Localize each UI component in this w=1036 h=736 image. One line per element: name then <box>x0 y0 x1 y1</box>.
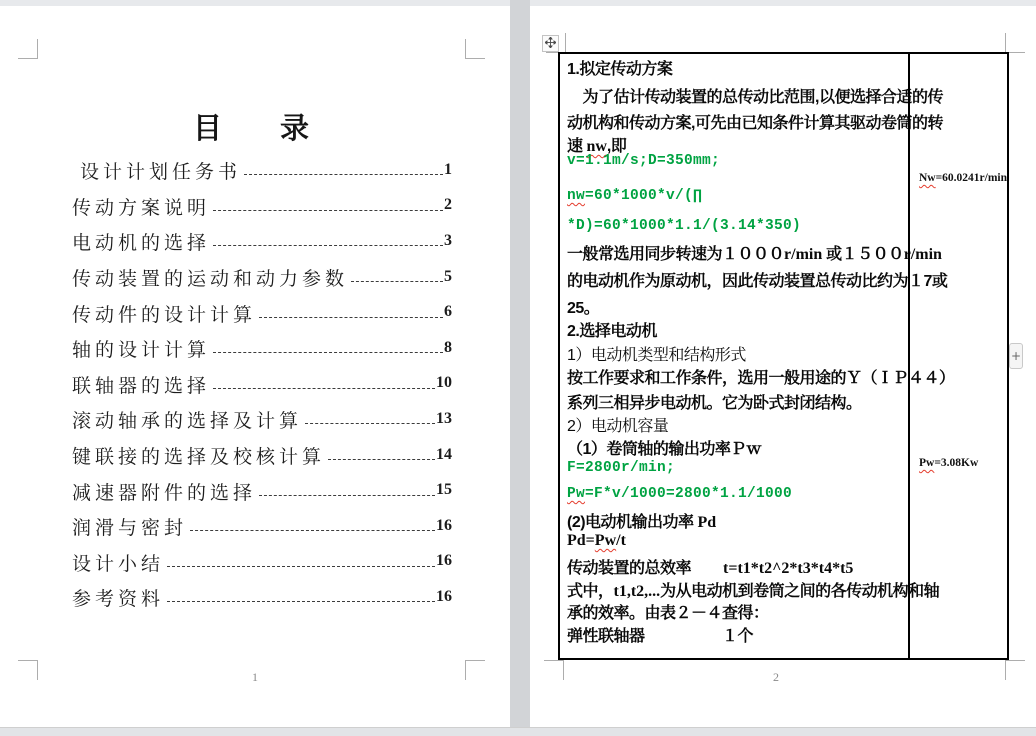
toc-title: 目 录 <box>192 113 324 145</box>
text-segment: 按工作要求和工作条件，选用一般用途的Ｙ（ＩＰ４４） <box>567 370 955 387</box>
toc-item-page: 16 <box>436 552 452 570</box>
document-table <box>558 52 1009 660</box>
toc-dot-leader <box>213 338 443 353</box>
toc-item-label: 减速器附件的选择 <box>72 482 257 504</box>
margin-mark-top-right <box>465 39 485 59</box>
table-move-handle[interactable] <box>542 35 559 52</box>
toc-item-label: 参考资料 <box>72 589 165 611</box>
text-segment: Pd <box>697 514 717 531</box>
margin-mark-top-left <box>18 39 38 59</box>
text-segment: =F*v/1000=2800*1.1/1000 <box>585 486 793 502</box>
doc-line <box>567 578 939 601</box>
toc-dot-leader <box>213 374 435 389</box>
doc-line <box>567 295 599 318</box>
margin-note <box>919 172 1007 184</box>
toc-item-page: 14 <box>436 445 452 463</box>
toc-item-page: 3 <box>444 231 452 249</box>
toc-dot-leader <box>328 445 435 460</box>
toc-item[interactable] <box>72 580 452 616</box>
margin-mark-bottom-right <box>1005 660 1025 680</box>
text-segment: 或１５００ <box>822 246 904 263</box>
spellcheck-flagged-text: Pw <box>567 486 586 502</box>
toc-item-label: 轴的设计计算 <box>72 340 211 362</box>
page-gap <box>510 0 530 736</box>
toc-dot-leader <box>190 516 435 531</box>
toc-item[interactable] <box>72 189 452 225</box>
toc-dot-leader <box>167 587 435 602</box>
toc-item-page: 16 <box>436 516 452 534</box>
text-segment: t1,t2,... <box>613 583 661 600</box>
text-segment: 承的效率。由表２－４查得： <box>567 605 769 622</box>
toc-item-label: 滚动轴承的选择及计算 <box>72 411 303 433</box>
text-segment: F=2800r/min; <box>567 460 676 476</box>
text-segment: 1）电动机类型和结构形式 <box>567 347 746 364</box>
toc-dot-leader <box>259 303 443 318</box>
doc-line <box>567 84 943 107</box>
toc-item-label: 键联接的选择及校核计算 <box>72 447 326 469</box>
text-segment: 2）电动机容量 <box>567 418 669 435</box>
toc-dot-leader <box>213 196 443 211</box>
toc-item-page: 13 <box>436 409 452 427</box>
table-notes-cell[interactable] <box>908 54 1011 658</box>
toc-dot-leader <box>167 552 435 567</box>
page-2 <box>530 6 1036 727</box>
toc-list <box>72 153 452 616</box>
plus-icon: + <box>1010 349 1022 363</box>
toc-item[interactable] <box>72 367 452 403</box>
toc-dot-leader <box>213 231 443 246</box>
text-segment: 动机构和传动方案,可先由已知条件计算其驱动卷筒的转 <box>567 115 943 132</box>
margin-note <box>919 457 978 469</box>
toc-dot-leader <box>259 481 435 496</box>
doc-line <box>567 56 672 79</box>
text-segment: 2.选择电动机 <box>567 323 657 340</box>
toc-item[interactable] <box>72 438 452 474</box>
doc-line <box>567 365 955 388</box>
text-segment: /t <box>616 532 626 549</box>
margin-mark-bottom-left <box>544 660 564 680</box>
toc-item-page: 1 <box>444 160 452 178</box>
toc-item-label: 联轴器的选择 <box>72 375 211 397</box>
toc-item-page: 6 <box>444 303 452 321</box>
text-segment: *D)=60*1000*1.1/(3.14*350) <box>567 218 802 234</box>
toc-item-page: 10 <box>436 374 452 392</box>
text-segment: 速 <box>567 138 587 155</box>
toc-item-page: 15 <box>436 481 452 499</box>
toc-item[interactable] <box>72 260 452 296</box>
doc-line <box>567 532 626 550</box>
text-segment: =60*1000*v/(∏ <box>585 188 703 204</box>
doc-line <box>567 218 801 234</box>
text-segment: (2)电动机输出功率 <box>567 514 698 531</box>
doc-line <box>567 436 761 459</box>
text-segment: t=t1*t2^2*t3*t4*t5 <box>691 560 854 577</box>
doc-line <box>567 509 716 532</box>
doc-line <box>567 268 947 291</box>
toc-item-label: 传动方案说明 <box>72 197 211 219</box>
text-segment: =3.08Kw <box>934 457 979 469</box>
toc-item-label: 设计小结 <box>72 553 165 575</box>
text-segment: 一般常选用同步转速为１０００ <box>567 246 785 263</box>
toc-item-label: 设计计划任务书 <box>80 162 242 184</box>
toc-item[interactable] <box>72 473 452 509</box>
text-segment: 为从电动机到卷筒之间的各传动机构和轴 <box>660 583 940 600</box>
toc-item-label: 电动机的选择 <box>72 233 211 255</box>
margin-mark-top-right <box>1005 33 1025 53</box>
margin-mark-bottom-right <box>465 660 485 680</box>
toc-item-page: 5 <box>444 267 452 285</box>
toc-dot-leader <box>244 160 443 175</box>
toc-item[interactable] <box>72 295 452 331</box>
doc-line <box>567 342 746 365</box>
text-segment: 1.拟定传动方案 <box>567 61 673 78</box>
toc-item-page: 16 <box>436 587 452 605</box>
toc-item-label: 传动件的设计计算 <box>72 304 257 326</box>
page-1 <box>0 6 510 727</box>
toc-item[interactable] <box>72 509 452 545</box>
text-segment: （1）卷筒轴的输出功率Ｐｗ <box>567 441 762 458</box>
doc-line <box>567 486 792 502</box>
text-segment: v=1.1m/s;D=350mm; <box>567 153 721 169</box>
doc-line <box>567 600 769 623</box>
doc-line <box>567 241 942 264</box>
doc-line <box>567 460 675 476</box>
text-segment: r/min <box>903 246 942 263</box>
expand-panel-button[interactable] <box>1009 343 1023 369</box>
text-segment: 式中， <box>567 583 614 600</box>
text-segment: 的电动机作为原动机，因此传动装置总传动比约为１7或 <box>567 273 948 290</box>
toc-item-page: 8 <box>444 338 452 356</box>
text-segment: 传动装置的总效率 <box>567 560 692 577</box>
doc-line <box>567 413 668 436</box>
toc-dot-leader <box>351 267 443 282</box>
toc-item[interactable] <box>72 402 452 438</box>
text-segment: 弹性联轴器 １个 <box>567 628 754 645</box>
doc-line <box>567 153 720 169</box>
spellcheck-flagged-text: Pw <box>594 532 617 549</box>
toc-item[interactable] <box>72 545 452 581</box>
move-arrows-icon <box>545 35 556 53</box>
toc-item[interactable] <box>72 331 452 367</box>
doc-line <box>567 390 862 413</box>
spellcheck-flagged-text: nw <box>586 138 607 155</box>
doc-line <box>567 318 657 341</box>
doc-line <box>567 555 853 578</box>
spellcheck-flagged-text: Pw <box>919 457 935 469</box>
spellcheck-flagged-text: Nw <box>919 172 936 184</box>
doc-line <box>567 623 753 646</box>
text-segment: =60.0241r/min <box>935 172 1008 184</box>
margin-mark-bottom-left <box>18 660 38 680</box>
workspace-bottom-strip <box>0 727 1036 736</box>
spellcheck-flagged-text: nw <box>567 188 586 204</box>
text-segment: ,即 <box>606 138 627 155</box>
toc-item-label: 润滑与密封 <box>72 518 188 540</box>
page-number-2: 2 <box>773 670 779 684</box>
doc-line <box>567 188 702 204</box>
toc-item-page: 2 <box>444 196 452 214</box>
text-segment: 25。 <box>567 300 600 317</box>
toc-item[interactable] <box>72 153 452 189</box>
toc-dot-leader <box>305 409 435 424</box>
text-segment: Pd= <box>567 532 595 549</box>
toc-item-label: 传动装置的运动和动力参数 <box>72 269 349 291</box>
text-segment: r/min <box>784 246 823 263</box>
text-segment: 为了估计传动装置的总传动比范围,以便选择合适的传 <box>567 89 943 106</box>
text-segment: 系列三相异步电动机。它为卧式封闭结构。 <box>567 395 862 412</box>
doc-line <box>567 110 943 133</box>
page-number-1: 1 <box>252 670 258 684</box>
toc-item[interactable] <box>72 224 452 260</box>
table-main-cell[interactable] <box>560 54 955 658</box>
